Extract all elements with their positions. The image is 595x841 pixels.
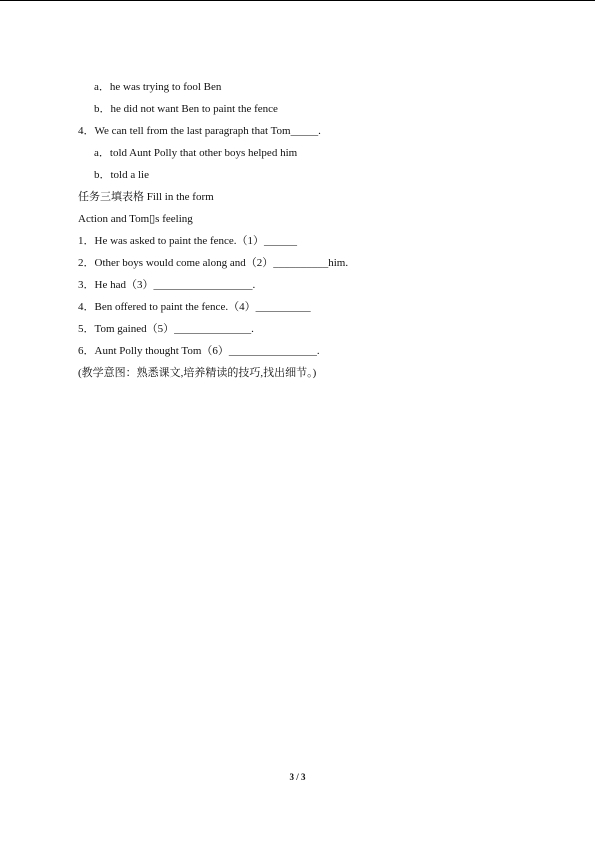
teaching-intent-note: (教学意图：熟悉课文,培养精读的技巧,找出细节。) — [78, 367, 317, 379]
task-three-heading: 任务三填表格 Fill in the form — [78, 191, 214, 203]
fill-item-1: 1．He was asked to paint the fence.（1）______ — [78, 235, 298, 247]
option-a-fool-ben: a．he was trying to fool Ben — [94, 81, 222, 93]
fill-item-6: 6．Aunt Polly thought Tom（6）________________. — [78, 345, 320, 357]
table-subheading: Action and Tom▯s feeling — [78, 213, 193, 225]
page-number: 3 / 3 — [289, 772, 306, 782]
option-a-aunt-polly: a．told Aunt Polly that other boys helped him — [94, 147, 298, 159]
fill-item-4: 4．Ben offered to paint the fence.（4）__________ — [78, 301, 311, 313]
option-b-told-lie: b．told a lie — [94, 169, 149, 181]
option-b-not-paint: b．he did not want Ben to paint the fence — [94, 103, 278, 115]
fill-item-5: 5．Tom gained（5）______________. — [78, 323, 254, 335]
question-4: 4．We can tell from the last paragraph that Tom_____. — [78, 125, 321, 137]
fill-item-2: 2．Other boys would come along and（2）__________him. — [78, 257, 349, 269]
fill-item-3: 3．He had（3）__________________. — [78, 279, 256, 291]
top-border-line — [0, 0, 595, 1]
